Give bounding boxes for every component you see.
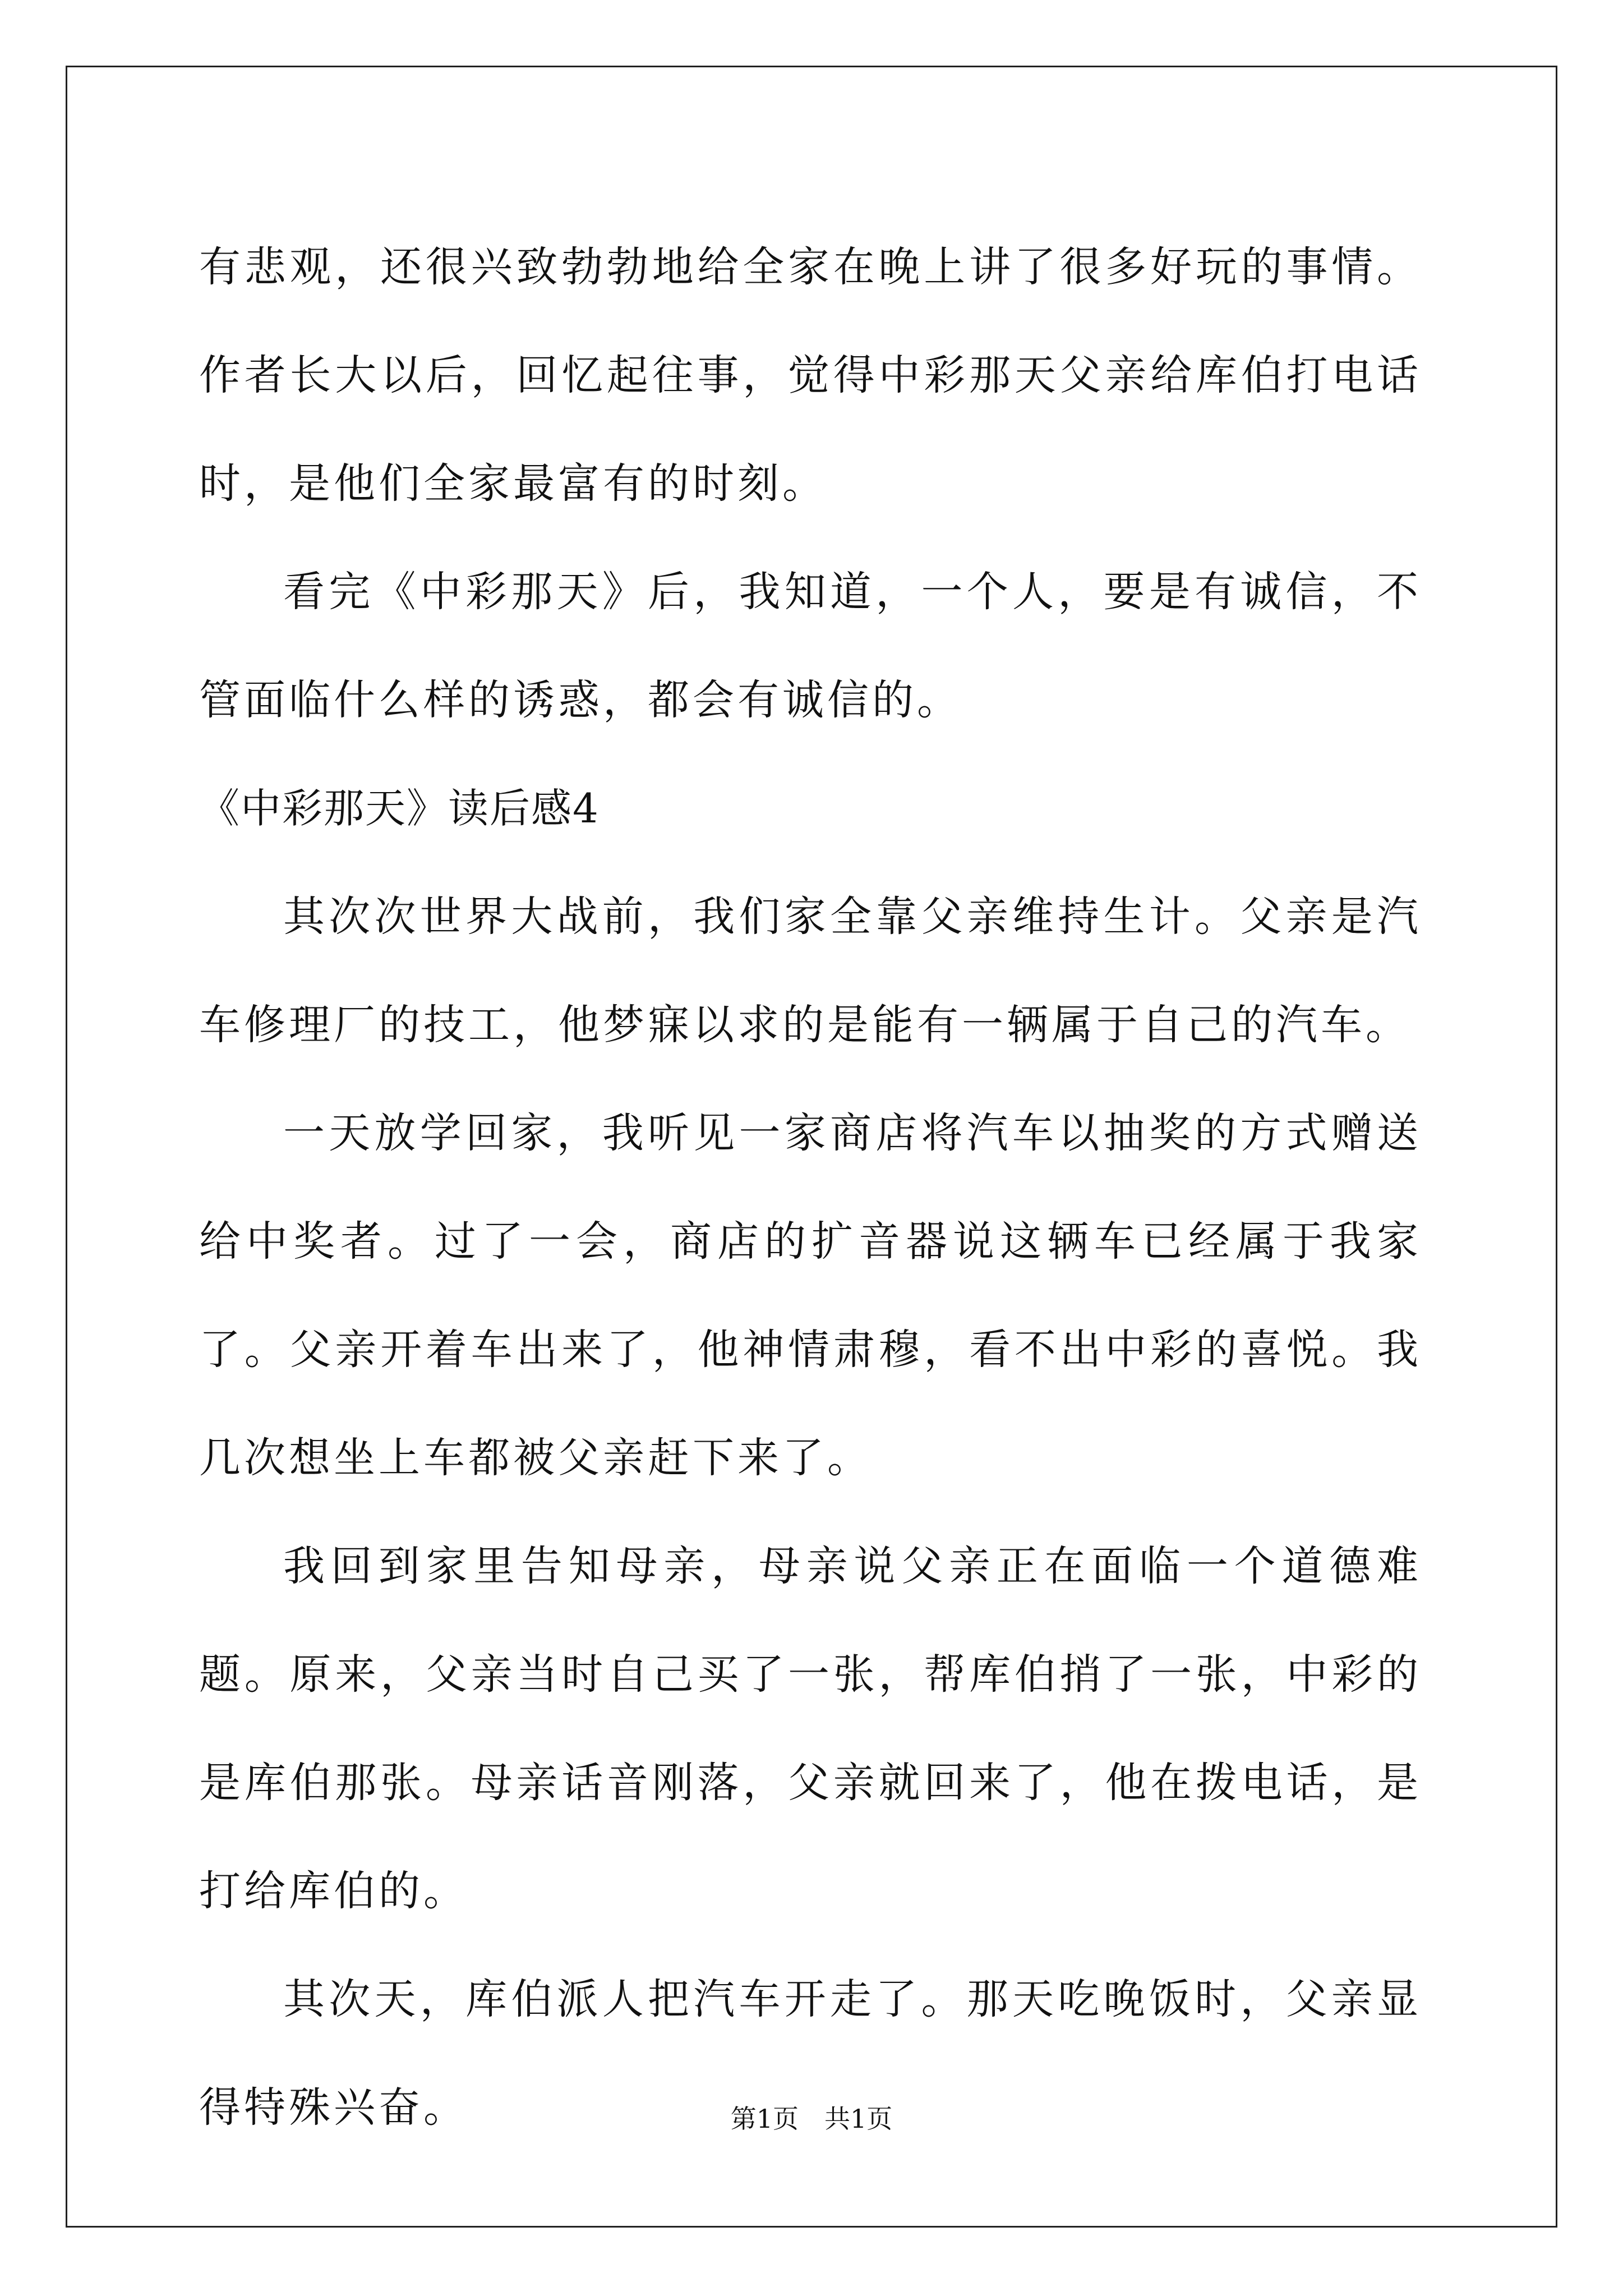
paragraph-lottery: 一天放学回家，我听见一家商店将汽车以抽奖的方式赠送给中奖者。过了一会，商店的扩音器说这辆车已经属于我家了。父亲开着车出来了，他神情肃穆，看不出中彩的喜悦。我几次想坐上车都被父亲赶下来了。 <box>199 1109 1422 1482</box>
page-number-footer: 第1页 共1页 <box>730 2104 893 2134</box>
paragraph-moral-dilemma: 我回到家里告知母亲，母亲说父亲正在面临一个道德难题。原来，父亲当时自己买了一张，帮库伯捎了一张，中彩的是库伯那张。母亲话音刚落，父亲就回来了，他在拨电话，是打给库伯的。 <box>199 1542 1422 1915</box>
paragraph-continued: 有悲观，还很兴致勃勃地给全家在晚上讲了很多好玩的事情。作者长大以后，回忆起往事，觉得中彩那天父亲给库伯打电话时，是他们全家最富有的时刻。 <box>199 243 1422 508</box>
paragraph-reflection: 看完《中彩那天》后，我知道，一个人，要是有诚信，不管面临什么样的诱惑，都会有诚信的。 <box>199 568 1422 724</box>
document-body <box>199 213 1422 2162</box>
section-heading: 《中彩那天》读后感4 <box>199 785 600 832</box>
paragraph-next-day: 其次天，库伯派人把汽车开走了。那天吃晚饭时，父亲显得特殊兴奋。 <box>199 1975 1422 2132</box>
paragraph-background: 其次次世界大战前，我们家全靠父亲维持生计。父亲是汽车修理厂的技工，他梦寐以求的是能有一辆属于自己的汽车。 <box>199 892 1422 1049</box>
